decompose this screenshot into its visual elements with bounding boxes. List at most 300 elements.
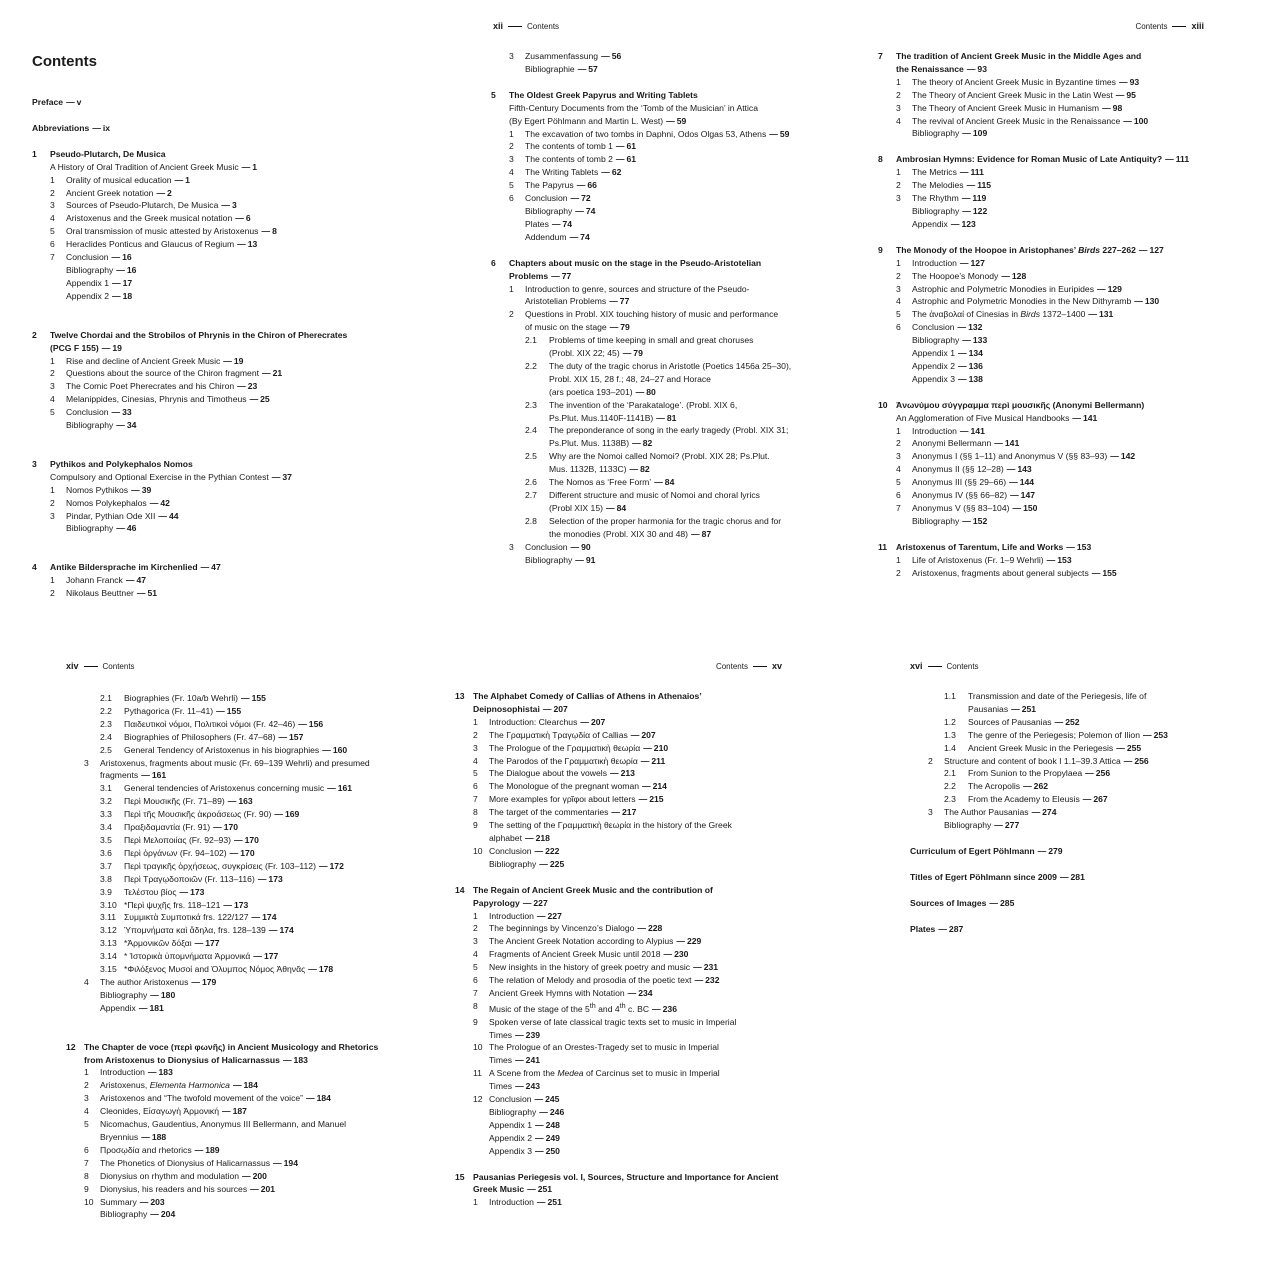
toc-title: Structure and content of book I 1.1–39.3 Attica: [944, 755, 1121, 766]
toc-entry: [491, 308, 791, 321]
toc-title: Πραξιδαμαντία (Fr. 91): [124, 822, 211, 833]
toc-page-number: — 201: [247, 1184, 275, 1194]
toc-number: 3.3: [100, 809, 112, 820]
toc-chapter-heading: [32, 148, 347, 161]
toc-entry: [32, 251, 347, 264]
toc-title: from Aristoxenus to Dionysius of Halicarnassus: [84, 1054, 280, 1065]
toc-page-number: — 174: [266, 925, 294, 935]
toc-page-number: — 18: [109, 291, 132, 301]
page-number: xii: [493, 21, 504, 31]
toc-title: Problems of time keeping in small and great choruses: [549, 335, 754, 346]
toc-page-number: — 128: [998, 271, 1026, 281]
toc-title: Bibliographie: [525, 63, 575, 74]
toc-page-number: — 66: [574, 180, 597, 190]
toc-title: Ἀνωνύμου σύγγραμμα περὶ μουσικῆς (Anonymi Bellermann): [896, 399, 1145, 410]
toc-number: 3: [32, 458, 37, 469]
toc-entry: [32, 484, 347, 497]
toc-entry: [491, 205, 791, 218]
toc-number: 4: [896, 115, 901, 126]
toc-entry: [66, 937, 378, 950]
toc-gap: [910, 884, 1168, 897]
toc-title: The Γραμματικὴ Τραγῳδία of Callias: [489, 729, 628, 740]
toc-entry: [32, 355, 347, 368]
toc-title: Astrophic and Polymetric Monodies in Euripides: [912, 283, 1094, 294]
toc-title: Papyrology: [473, 897, 520, 908]
toc-entry: [32, 187, 347, 200]
toc-entry: [878, 554, 1189, 567]
toc-title: Anonymi Bellermann: [912, 438, 992, 449]
toc-number: 3: [896, 193, 901, 204]
toc-title: Conclusion: [489, 1094, 532, 1105]
toc-number: 2.1: [100, 693, 112, 703]
toc-page-number: — 132: [955, 322, 983, 332]
toc-title: Περὶ ὀργάνων (Fr. 94–102): [124, 847, 227, 858]
toc-page-number: — 170: [210, 822, 238, 832]
toc-page-number: — 56: [598, 51, 621, 61]
toc-page-number: — 100: [1120, 116, 1148, 126]
toc-entry: [878, 476, 1189, 489]
toc-title: Preface: [32, 97, 64, 107]
toc-title: Προσῳδία and rhetorics: [100, 1144, 192, 1155]
toc-number: 1: [50, 355, 55, 366]
toc-chapter-heading: [32, 458, 347, 471]
toc-entry: [66, 989, 378, 1002]
toc-page-number: — 207: [540, 704, 568, 714]
toc-title: Nomos Polykephalos: [66, 497, 147, 508]
header-label: Contents: [527, 22, 560, 31]
toc-page-number: — 80: [633, 387, 656, 397]
toc-entry: [491, 347, 791, 360]
toc-number: 1: [473, 910, 478, 921]
toc-title: Biographies of Philosophers (Fr. 47–68): [124, 731, 276, 742]
toc-entry: [66, 782, 378, 795]
toc-entry: [66, 1092, 378, 1105]
toc-number: 9: [878, 244, 883, 255]
toc-page-number: — 153: [1044, 555, 1072, 565]
toc-title: Bibliography: [100, 1209, 148, 1220]
toc-title: Introduction: [912, 257, 957, 268]
header-label: Contents: [102, 662, 135, 671]
toc-page-number: — 236: [649, 1004, 677, 1014]
toc-title: Heraclides Ponticus and Glaucus of Regium: [66, 239, 235, 250]
toc-title: Aristoxenus, fragments about general subjects: [912, 567, 1089, 578]
toc-number: 5: [84, 1119, 89, 1130]
toc-title: *Περὶ ψυχῆς frs. 118–121: [124, 899, 221, 910]
toc-number: 1: [896, 554, 901, 565]
toc-chapter-heading: [455, 690, 778, 703]
toc-title: General Tendency of Aristoxenus in his biographies: [124, 744, 320, 755]
toc-entry: [878, 218, 1189, 231]
toc-entry: [66, 1002, 378, 1015]
toc-title: Περὶ Μουσικῆς (Fr. 71–89): [124, 796, 225, 807]
toc-number: 10: [84, 1196, 94, 1207]
toc-page-number: — 127: [957, 258, 985, 268]
toc-title: Titles of Egert Pöhlmann since 2009: [910, 871, 1057, 882]
toc-title: Anonymus III (§§ 29–66): [912, 477, 1007, 488]
toc-title: Bibliography: [66, 264, 114, 275]
toc-title: Mus. 1132B, 1133C): [549, 464, 627, 475]
toc-title: Conclusion: [489, 845, 532, 856]
toc-entry: [455, 845, 778, 858]
toc-entry: [491, 334, 791, 347]
toc-entry: [878, 450, 1189, 463]
toc-entry: [878, 63, 1189, 76]
toc-title: (PCG F 155): [50, 342, 99, 353]
running-header: [910, 660, 979, 673]
toc-entry: [878, 127, 1189, 140]
toc-number: 4: [50, 394, 55, 405]
toc-title: The Theory of Ancient Greek Music in the Latin West: [912, 89, 1113, 100]
contents-page-xii: [421, 0, 842, 640]
toc-page-number: — 229: [673, 936, 701, 946]
toc-entry: [878, 425, 1189, 438]
toc-body: [455, 690, 778, 1209]
toc-entry: [878, 308, 1189, 321]
toc-number: 2.8: [525, 515, 537, 526]
toc-title: Spoken verse of late classical tragic texts set to music in Imperial: [489, 1016, 737, 1027]
toc-page-number: — 173: [220, 900, 248, 910]
toc-gap: [455, 871, 778, 884]
toc-number: 3.15: [100, 964, 117, 975]
toc-title: Ancient Greek notation: [66, 187, 154, 198]
toc-number: 6: [491, 257, 496, 268]
toc-number: 2: [50, 187, 55, 198]
toc-page-number: — 152: [959, 516, 987, 526]
toc-number: 1.2: [944, 716, 956, 727]
toc-title: From Sunion to the Propylaea: [968, 768, 1083, 779]
toc-entry: [455, 974, 778, 987]
toc-gap: [491, 244, 791, 257]
toc-number: 1: [50, 575, 55, 586]
toc-entry: [910, 716, 1168, 729]
toc-page-number: — 153: [1063, 542, 1091, 552]
toc-entry: [878, 179, 1189, 192]
toc-number: 7: [473, 794, 478, 805]
toc-title: (ars poetica 193–201): [549, 386, 633, 397]
toc-title: Conclusion: [525, 193, 568, 204]
toc-number: 3: [509, 51, 514, 61]
toc-page-number: — 227: [520, 898, 548, 908]
toc-lines: [32, 96, 347, 600]
toc-title: Sources of Pausanias: [968, 716, 1052, 727]
toc-page-number: — 177: [250, 951, 278, 961]
toc-page-number: — 200: [239, 1171, 267, 1181]
toc-title: Compulsory and Optional Exercise in the Pythian Contest: [50, 471, 269, 482]
toc-page-number: — 74: [572, 206, 595, 216]
toc-title: Συμμικτὰ Συμποτικά frs. 122/127: [124, 912, 249, 923]
toc-entry: [66, 808, 378, 821]
toc-title: The Monologue of the pregnant woman: [489, 781, 640, 792]
toc-page-number: — 144: [1006, 477, 1034, 487]
toc-number: 7: [473, 987, 478, 998]
page-title: Contents: [32, 53, 97, 70]
toc-title: Appendix 2: [489, 1132, 533, 1143]
toc-page-number: — 215: [636, 794, 664, 804]
toc-entry: [910, 755, 1168, 768]
toc-number: 2: [32, 329, 37, 340]
toc-number: 7: [878, 51, 883, 61]
toc-number: 9: [473, 1016, 478, 1027]
toc-page-number: — 281: [1057, 872, 1085, 882]
toc-entry: [491, 424, 791, 437]
toc-gap: [910, 910, 1168, 923]
toc-entry: [66, 1131, 378, 1144]
toc-lines: [66, 692, 378, 1221]
toc-page-number: — 77: [606, 296, 629, 306]
toc-page-number: — 243: [512, 1081, 540, 1091]
toc-title: Appendix 2: [912, 360, 956, 371]
toc-gap: [32, 109, 347, 122]
toc-number: 2: [50, 368, 55, 379]
toc-entry: [455, 780, 778, 793]
toc-lines: [491, 50, 791, 566]
toc-number: 12: [66, 1041, 76, 1052]
toc-title: Appendix 1: [66, 277, 110, 288]
toc-lines: [878, 50, 1189, 580]
toc-entry: [878, 334, 1189, 347]
toc-page-number: — 204: [147, 1209, 175, 1219]
header-label: Contents: [715, 662, 748, 671]
toc-title: Ps.Plut. Mus.1140F-1141B): [549, 412, 654, 423]
toc-number: 6: [473, 781, 478, 792]
toc-number: 5: [509, 180, 514, 191]
toc-page-number: — 194: [270, 1158, 298, 1168]
toc-title: The Acropolis: [968, 781, 1021, 792]
toc-entry: [455, 832, 778, 845]
toc-entry: [455, 858, 778, 871]
toc-title: Bibliography: [66, 523, 114, 534]
toc-number: 2: [50, 588, 55, 599]
toc-number: 8: [878, 154, 883, 165]
toc-entry: [878, 102, 1189, 115]
toc-page-number: — 222: [532, 846, 560, 856]
toc-entry: [32, 380, 347, 393]
toc-page-number: — 127: [1136, 245, 1164, 255]
toc-entry: [455, 910, 778, 923]
toc-body: [491, 50, 791, 566]
toc-entry: [455, 806, 778, 819]
toc-title: Bibliography: [912, 515, 960, 526]
toc-section: [32, 96, 347, 109]
toc-title: Ancient Greek Hymns with Notation: [489, 987, 625, 998]
toc-entry: [455, 897, 778, 910]
toc-entry: [491, 476, 791, 489]
toc-page-number: — 207: [628, 730, 656, 740]
toc-number: 2.4: [525, 425, 537, 436]
toc-number: 3: [896, 451, 901, 462]
toc-entry: [491, 554, 791, 567]
toc-title: Plates: [525, 218, 549, 229]
toc-entry: [32, 277, 347, 290]
toc-page-number: — 147: [1007, 490, 1035, 500]
toc-page-number: — 253: [1140, 730, 1168, 740]
toc-page-number: — 170: [231, 835, 259, 845]
toc-title: General tendencies of Aristoxenus concerning music: [124, 783, 325, 794]
toc-entry: [66, 1157, 378, 1170]
toc-section: [910, 871, 1168, 884]
toc-entry: [455, 1196, 778, 1209]
toc-entry: [491, 115, 791, 128]
toc-gap: [32, 432, 347, 458]
toc-page-number: — 51: [134, 588, 157, 598]
toc-title: Conclusion: [912, 322, 955, 333]
toc-title: Questions in Probl. XIX touching history of music and performance: [525, 309, 779, 320]
toc-page-number: — 79: [620, 348, 643, 358]
toc-page-number: — 131: [1085, 309, 1113, 319]
toc-entry: [491, 153, 791, 166]
toc-title: Different structure and music of Nomoi and choral lyrics: [549, 490, 760, 500]
toc-page-number: — 90: [568, 542, 591, 552]
toc-entry: [32, 510, 347, 523]
toc-number: 2: [509, 141, 514, 152]
toc-entry: [32, 174, 347, 187]
toc-page-number: — 84: [651, 477, 674, 487]
toc-page-number: — 157: [275, 732, 303, 742]
toc-number: 2.2: [944, 781, 956, 792]
page-number: xv: [771, 661, 782, 671]
toc-title: The beginnings by Vincenzo’s Dialogo: [489, 923, 635, 934]
toc-page-number: — 19: [99, 343, 122, 353]
toc-page-number: — 250: [532, 1146, 560, 1156]
toc-page-number: — 203: [137, 1197, 165, 1207]
toc-page-number: — 225: [536, 859, 564, 869]
toc-entry: [491, 450, 791, 463]
toc-page-number: — 163: [225, 796, 253, 806]
page-number: xvi: [910, 661, 923, 671]
toc-title: Bibliography: [489, 1106, 537, 1117]
toc-title: Bibliography: [100, 989, 148, 1000]
toc-entry: [455, 935, 778, 948]
toc-entry: [455, 922, 778, 935]
toc-title: Twelve Chordai and the Strobilos of Phrynis in the Chiron of Pherecrates: [50, 329, 348, 340]
toc-chapter-heading: [32, 329, 347, 342]
toc-section: [910, 897, 1168, 910]
toc-entry: [491, 50, 791, 63]
toc-page-number: — 21: [259, 368, 282, 378]
header-label: Contents: [1135, 22, 1168, 31]
toc-gap: [455, 1158, 778, 1171]
toc-title: The Monody of the Hoopoe in Aristophanes’ Birds 227–262: [896, 244, 1136, 255]
toc-title: Sources of Images: [910, 897, 987, 908]
toc-page-number: — 249: [532, 1133, 560, 1143]
toc-entry: [878, 166, 1189, 179]
toc-number: 3.10: [100, 899, 117, 910]
toc-page-number: — 248: [532, 1120, 560, 1130]
toc-title: Orality of musical education: [66, 174, 172, 185]
toc-number: 3: [84, 757, 89, 768]
toc-chapter-heading: [66, 1041, 378, 1054]
toc-chapter-heading: [491, 257, 791, 270]
toc-title: Pseudo-Plutarch, De Musica: [50, 148, 166, 159]
toc-page-number: — 79: [607, 322, 630, 332]
toc-title: Pythagorica (Fr. 11–41): [124, 705, 214, 716]
toc-entry: [455, 1000, 778, 1016]
toc-title: the Renaissance: [896, 63, 964, 74]
contents-page-xv: [421, 640, 842, 1280]
toc-page-number: — 87: [688, 529, 711, 539]
toc-entry: [491, 360, 791, 373]
toc-entry: [491, 179, 791, 192]
toc-page-number: — 136: [955, 361, 983, 371]
toc-page-number: — 178: [305, 964, 333, 974]
toc-number: 5: [896, 309, 901, 320]
toc-title: The Ancient Greek Notation according to Alypius: [489, 936, 674, 947]
toc-number: 3: [50, 200, 55, 211]
toc-title: Deipnosophistai: [473, 703, 540, 714]
toc-entry: [455, 1041, 778, 1054]
toc-entry: [455, 948, 778, 961]
toc-entry: [455, 1093, 778, 1106]
toc-number: 4: [896, 464, 901, 475]
toc-number: 1: [509, 128, 514, 139]
toc-number: 1: [50, 484, 55, 495]
toc-page-number: — 228: [634, 923, 662, 933]
toc-title: Conclusion: [66, 252, 109, 263]
toc-page-number: — 47: [123, 575, 146, 585]
toc-page-number: — 252: [1052, 717, 1080, 727]
toc-title: Pausanias Periegesis vol. I, Sources, Structure and Importance for Ancient: [473, 1171, 779, 1182]
toc-body: [878, 50, 1189, 580]
toc-title: Dionysius, his readers and his sources: [100, 1183, 248, 1194]
toc-page-number: — 251: [1008, 704, 1036, 714]
toc-page-number: — 246: [536, 1107, 564, 1117]
toc-chapter-heading: [878, 244, 1189, 257]
toc-title: Appendix 1: [489, 1119, 533, 1130]
toc-entry: [491, 386, 791, 399]
toc-entry: [491, 489, 791, 502]
toc-title: Ὑπομνήματα καὶ ἄδηλα, frs. 128–139: [124, 925, 266, 936]
toc-title: The Prologue of an Orestes-Tragedy set to music in Imperial: [489, 1042, 719, 1053]
toc-number: 8: [473, 1000, 478, 1011]
toc-number: 1: [896, 425, 901, 436]
toc-title: The Nomos as ‘Free Form’: [549, 477, 652, 488]
toc-title: Curriculum of Egert Pöhlmann: [910, 845, 1035, 856]
toc-page-number: — 183: [280, 1055, 308, 1065]
toc-entry: [32, 471, 347, 484]
toc-page-number: — 262: [1020, 781, 1048, 791]
toc-number: 3: [509, 154, 514, 165]
toc-number: 2: [473, 729, 478, 740]
toc-number: 2: [896, 180, 901, 191]
toc-entry: [491, 528, 791, 541]
toc-page-number: — 207: [577, 717, 605, 727]
toc-chapter-heading: [455, 1171, 778, 1184]
toc-gap: [491, 76, 791, 89]
toc-number: 3.11: [100, 912, 117, 923]
toc-entry: [491, 463, 791, 476]
toc-number: 1: [50, 174, 55, 185]
toc-number: 2.1: [525, 335, 537, 346]
toc-title: Nomos Pythikos: [66, 484, 129, 495]
toc-title: The Writing Tablets: [525, 167, 599, 178]
toc-page-number: — 77: [548, 271, 571, 281]
toc-page-number: — 47: [198, 562, 221, 572]
toc-page-number: — 39: [128, 485, 151, 495]
toc-entry: [32, 290, 347, 303]
toc-number: 7: [84, 1157, 89, 1168]
toc-number: 5: [896, 477, 901, 488]
toc-page-number: — 129: [1094, 284, 1122, 294]
toc-title: Nikolaus Beuttner: [66, 588, 134, 599]
toc-page-number: — 256: [1121, 756, 1149, 766]
toc-entry: [66, 757, 378, 770]
toc-page-number: — 8: [258, 226, 276, 236]
toc-entry: [878, 257, 1189, 270]
toc-title: Bibliography: [489, 858, 537, 869]
toc-title: Problems: [509, 270, 549, 281]
toc-number: 2.7: [525, 490, 537, 500]
toc-title: Addendum: [525, 231, 567, 242]
